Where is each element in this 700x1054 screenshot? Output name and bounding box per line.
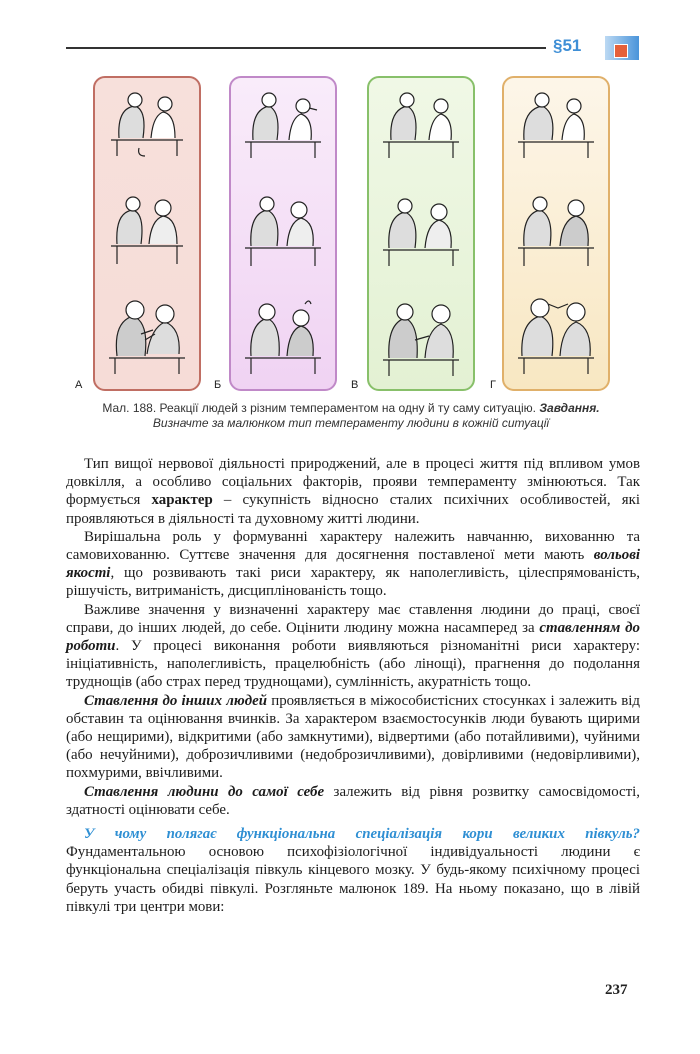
caption-text: Реакції людей з різним темпераментом на одну й ту саму ситуацію. — [156, 401, 540, 415]
paragraph-hemispheres — [66, 825, 640, 916]
term-attitude-self: Ставлення людини до самої себе — [84, 783, 325, 800]
figure-caption — [78, 401, 624, 431]
panel-letter-b: Б — [214, 379, 222, 391]
body-text — [66, 455, 640, 916]
p5-text: залежить від рівня розвитку самосвідомості, здатності оцінювати себе. — [66, 783, 640, 818]
section-label: §51 — [553, 36, 582, 55]
cartoon-illustration-g — [504, 78, 608, 389]
paragraph-will — [66, 528, 640, 601]
paragraph-work — [66, 601, 640, 692]
paragraph-others — [66, 692, 640, 783]
panel-letter-a: А — [75, 379, 83, 391]
p1-text: Тип вищої нервової діяльності природжений, але в процесі життя під впливом умов довкілля, а особливо соціальних факторів, прояви темпераменту змінюються. Так формується — [66, 456, 640, 509]
term-attitude-work: ставленням до роботи — [66, 619, 640, 655]
term-will-qualities: вольові якості — [66, 547, 640, 582]
p6-text: Фундаментальною основою психофізіологічної індивідуальності людини є функціональна спеціалізація півкуль кінцевого мозку. У будь-якому психічному процесі беруть участь обидві півкулі. Розгляньте малюнок 189. На ньому показано, що в лівій півкулі три центри мови: — [66, 844, 640, 915]
panel-letter-v: В — [351, 379, 359, 391]
caption-task-text: Визначте за малюнком тип темпераменту людини в кожній ситуації — [152, 416, 550, 430]
caption-task-label: Завдання. — [539, 401, 600, 415]
cartoon-illustration-a — [95, 78, 199, 389]
section-badge-marker — [614, 44, 628, 58]
section-question: У чому полягає функціональна спеціалізація кори великих півкуль? — [84, 826, 640, 843]
header-rule — [66, 47, 546, 49]
paragraph-character — [66, 455, 640, 528]
p3-text-end: . У процесі виконання роботи виявляються різноманітні риси характеру: ініціативність, наполегливість, працелюбність (або лінощі), прагнення до подолання труднощів (або страх перед труднощами), сумлінність, акуратність тощо. — [66, 638, 640, 691]
p4-text: проявляється в міжособистісних стосунках і залежить від обставин та оцінювання вчинків. За характером взаємостосунків люди бувають щирими (або нещирими), відкритими (або замкнутими), відвертими (або потайливими), чуйними (або нечуйними), доброзичливими (недоброзичливими), довірливими (недовірливими), похмурими, ввічливими. — [66, 692, 640, 782]
figure-panel-b — [229, 76, 337, 391]
panel-letter-g: Г — [490, 379, 496, 391]
figure-panel-a — [93, 76, 201, 391]
term-attitude-others: Ставлення до інших людей — [84, 692, 268, 709]
term-character: характер — [151, 492, 213, 509]
p2-text: Вирішальна роль у формуванні характеру належить навчанню, вихованню та самовихованню. Суттєве значення для досягнення поставленої мети мають — [66, 528, 640, 564]
p3-text: Важливе значення у визначенні характеру має ставлення людини до праці, своєї справи, до інших людей, до себе. Оцінити людину можна насамперед за — [66, 601, 640, 636]
caption-number: Мал. 188. — [102, 401, 157, 415]
figure-panel-g — [502, 76, 610, 391]
figure-panel-v — [367, 76, 475, 391]
paragraph-self — [66, 783, 640, 819]
cartoon-illustration-b — [231, 78, 335, 389]
p2-text-end: , що розвивають такі риси характеру, як наполегливість, цілеспрямованість, рішучість, витриманість, дисциплінованість тощо. — [66, 565, 640, 600]
cartoon-illustration-v — [369, 78, 473, 389]
page-number: 237 — [605, 982, 628, 998]
p1-text-end: – сукупність відносно сталих психічних особливостей, які проявляються в діяльності та духовному житті людини. — [66, 492, 641, 527]
